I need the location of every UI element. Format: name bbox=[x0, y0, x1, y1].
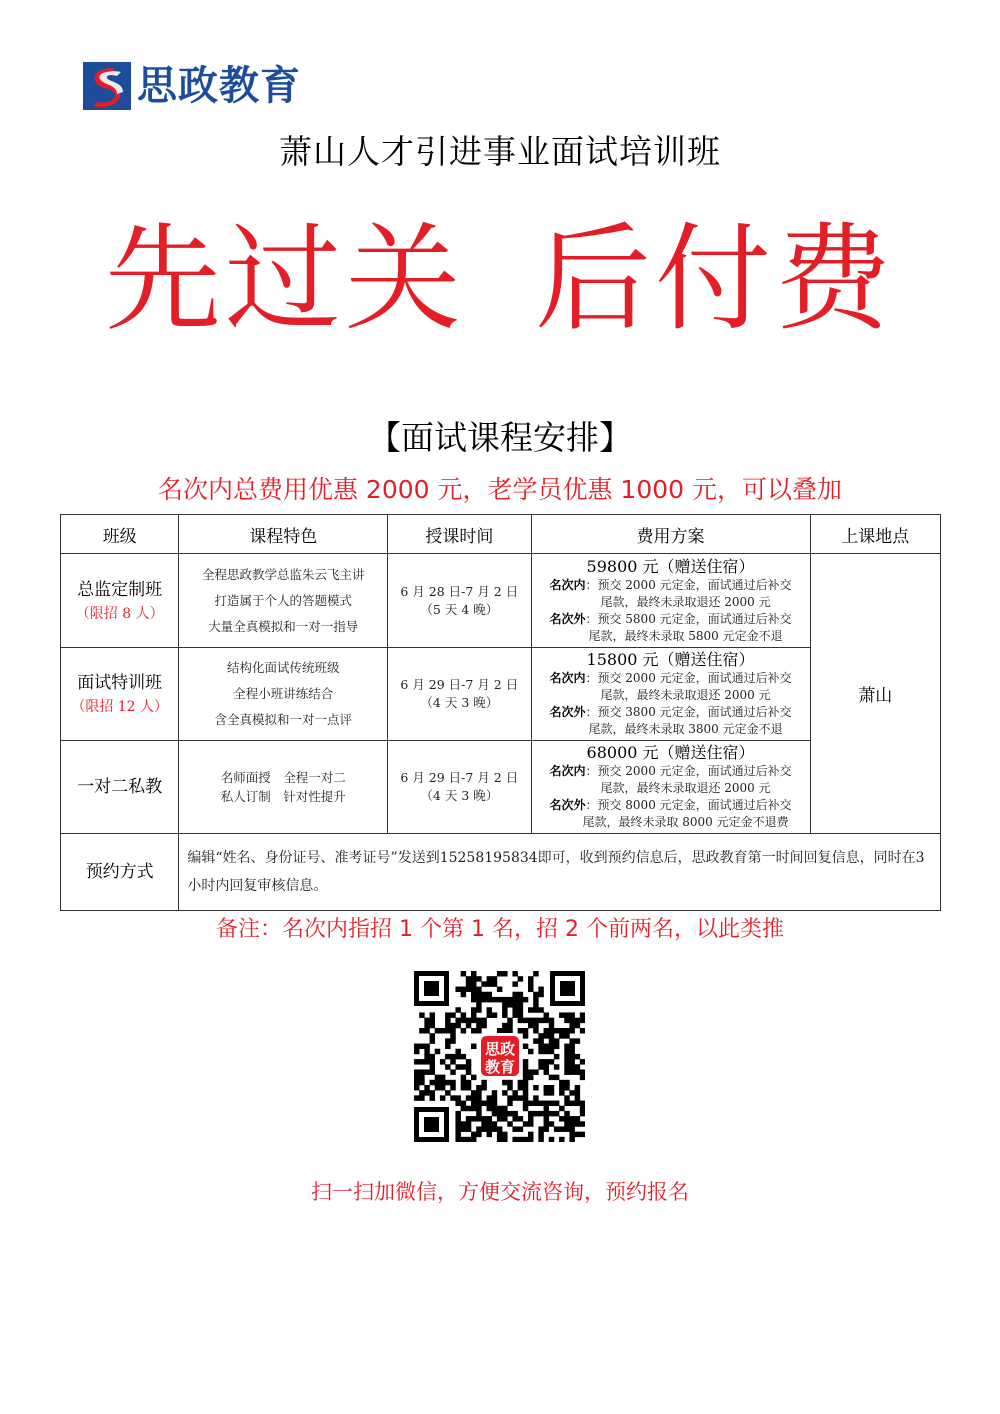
fee-price: 68000 元（赠送住宿） bbox=[586, 743, 755, 762]
headline-part2: 后付费 bbox=[535, 212, 895, 347]
features-cell bbox=[179, 648, 388, 741]
brand-logo bbox=[83, 62, 301, 110]
fee-in-text: ：预交 2000 元定金，面试通过后补交 bbox=[585, 764, 792, 778]
qr-badge-line1: 思政 bbox=[484, 1040, 516, 1058]
page-subtitle: 萧山人才引进事业面试培训班 bbox=[279, 132, 721, 171]
qr-finder-top-right bbox=[550, 971, 585, 1006]
fee-out-text: ：预交 3800 元定金，面试通过后补交 bbox=[585, 705, 792, 719]
headline-part1: 先过关 bbox=[105, 212, 465, 347]
promo-text: 名次内总费用优惠 2000 元，老学员优惠 1000 元，可以叠加 bbox=[157, 475, 843, 504]
class-cell bbox=[61, 554, 179, 648]
class-duration: （4 天 3 晚） bbox=[420, 788, 499, 803]
header-location: 上课地点 bbox=[810, 515, 940, 554]
class-name: 一对二私教 bbox=[77, 777, 163, 797]
note-text: 备注：名次内指招 1 个第 1 名，招 2 个前两名，以此类推 bbox=[216, 917, 784, 942]
header-fee: 费用方案 bbox=[531, 515, 810, 554]
fee-out-cont: 尾款，最终未录取 8000 元定金不退费 bbox=[582, 815, 789, 829]
fee-out-text: ：预交 8000 元定金，面试通过后补交 bbox=[585, 798, 792, 812]
class-duration: （5 天 4 晚） bbox=[420, 601, 499, 617]
fee-in-cont: 尾款，最终未录取退还 2000 元 bbox=[600, 688, 771, 702]
qr-finder-bottom-left bbox=[414, 1107, 449, 1142]
fee-out-cont: 尾款，最终未录取 5800 元定金不退 bbox=[588, 628, 783, 643]
class-limit: （限招 8 人） bbox=[75, 605, 164, 622]
fee-out-cont: 尾款，最终未录取 3800 元定金不退 bbox=[588, 722, 783, 736]
qr-finder-top-left bbox=[414, 971, 449, 1006]
brand-name: 思政教育 bbox=[137, 63, 301, 109]
reserve-label: 预约方式 bbox=[61, 834, 179, 911]
class-duration: （4 天 3 晚） bbox=[420, 695, 499, 710]
class-cell bbox=[61, 741, 179, 834]
feature-item: 含全真模拟和一对一点评 bbox=[214, 712, 352, 727]
qr-badge-line2: 教育 bbox=[484, 1058, 516, 1076]
table-header-row bbox=[61, 515, 941, 554]
time-cell bbox=[388, 648, 531, 741]
qr-center-badge bbox=[478, 1033, 522, 1079]
class-cell bbox=[61, 648, 179, 741]
header-class: 班级 bbox=[61, 515, 179, 554]
fee-out-label: 名次外 bbox=[549, 705, 586, 719]
headline bbox=[0, 210, 1000, 350]
fee-in-label: 名次内 bbox=[549, 577, 586, 592]
table-row bbox=[61, 648, 941, 741]
features-cell bbox=[179, 554, 388, 648]
reserve-row bbox=[61, 834, 941, 911]
feature-item: 大量全真模拟和一对一指导 bbox=[208, 618, 359, 634]
table-row bbox=[61, 741, 941, 834]
feature-item: 结构化面试传统班级 bbox=[226, 660, 340, 675]
fee-in-text: ：预交 2000 元定金，面试通过后补交 bbox=[585, 577, 792, 592]
fee-in-cont: 尾款，最终未录取退还 2000 元 bbox=[600, 594, 771, 609]
class-time: 6 月 29 日-7 月 2 日 bbox=[400, 677, 519, 692]
class-name: 面试特训班 bbox=[77, 673, 163, 693]
brand-logo-icon bbox=[83, 62, 131, 110]
time-cell bbox=[388, 741, 531, 834]
class-name: 总监定制班 bbox=[77, 579, 163, 600]
class-time: 6 月 29 日-7 月 2 日 bbox=[400, 770, 519, 785]
fee-in-text: ：预交 2000 元定金，面试通过后补交 bbox=[585, 671, 792, 685]
table-row bbox=[61, 554, 941, 648]
fee-out-label: 名次外 bbox=[549, 611, 586, 626]
fee-price: 59800 元（赠送住宿） bbox=[586, 556, 755, 576]
features-cell bbox=[179, 741, 388, 834]
header-features: 课程特色 bbox=[179, 515, 388, 554]
reserve-text: 编辑“姓名、身份证号、准考证号”发送到15258195834即可，收到预约信息后，思政教育第一时间回复信息，同时在3小时内回复审核信息。 bbox=[179, 834, 941, 911]
class-time: 6 月 28 日-7 月 2 日 bbox=[400, 583, 519, 599]
time-cell bbox=[388, 554, 531, 648]
class-limit: （限招 12 人） bbox=[71, 699, 169, 715]
fee-in-label: 名次内 bbox=[549, 764, 586, 778]
fee-in-label: 名次内 bbox=[549, 671, 586, 685]
fee-cell bbox=[531, 741, 810, 834]
fee-price: 15800 元（赠送住宿） bbox=[586, 650, 755, 669]
fee-cell bbox=[531, 554, 810, 648]
fee-cell bbox=[531, 648, 810, 741]
wechat-qr-code[interactable] bbox=[414, 971, 585, 1142]
feature-item: 全程思政教学总监朱云飞主讲 bbox=[201, 566, 365, 582]
feature-item: 名师面授 全程一对二 bbox=[220, 770, 346, 785]
section-title: 【面试课程安排】 bbox=[368, 418, 632, 457]
scan-text: 扫一扫加微信，方便交流咨询，预约报名 bbox=[311, 1180, 689, 1204]
fee-out-text: ：预交 5800 元定金，面试通过后补交 bbox=[585, 611, 792, 626]
fee-in-cont: 尾款，最终未录取退还 2000 元 bbox=[600, 781, 771, 795]
feature-item: 打造属于个人的答题模式 bbox=[214, 592, 352, 608]
fee-out-label: 名次外 bbox=[549, 798, 586, 812]
location-cell: 萧山 bbox=[810, 554, 940, 834]
header-time: 授课时间 bbox=[388, 515, 531, 554]
feature-item: 私人订制 针对性提升 bbox=[220, 789, 346, 804]
course-table bbox=[60, 514, 941, 911]
feature-item: 全程小班讲练结合 bbox=[233, 686, 334, 701]
